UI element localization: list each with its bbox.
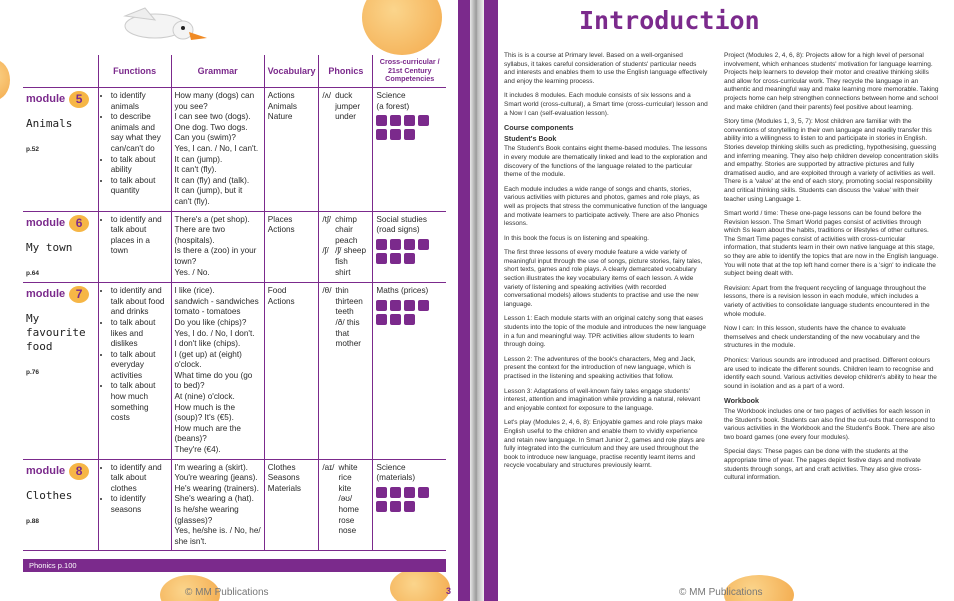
- gear-icon: [404, 314, 415, 325]
- module-number: 5: [69, 91, 89, 108]
- phonics-words: duck jumper under: [335, 91, 361, 122]
- cross-curricular-text: Science (materials): [376, 462, 416, 483]
- intro-paragraph: Each module includes a wide range of songs and chants, stories, various activities with pictures and photos, games and role plays, as well as projects that stress the communicative function of the language and motivate learners to participate actively. There are also Phonics lessons.: [504, 185, 708, 228]
- module-page: p.76: [26, 369, 40, 377]
- competency-icons: [376, 487, 436, 512]
- function-item: • to talk about quantity: [111, 176, 168, 197]
- phonics-sound: /θ/: [322, 286, 332, 296]
- purple-band-right: [484, 0, 498, 601]
- vocabulary-cell: Food Actions: [264, 283, 319, 460]
- bulb-icon: [404, 239, 415, 250]
- chat-icon: [390, 487, 401, 498]
- module-label: module: [26, 216, 66, 229]
- function-item: • to talk about ability: [111, 155, 168, 176]
- phonics-cell: [319, 88, 373, 212]
- people-icon: [376, 115, 387, 126]
- module-cell: [23, 211, 98, 283]
- module-page: p.88: [26, 517, 40, 525]
- module-row: [23, 283, 446, 460]
- cross-curricular-text: Maths (prices): [376, 286, 429, 296]
- grammar-cell: I'm wearing a (skirt). You're wearing (jeans). He's wearing (trainers). She's wearing a (hat). Is he/she wearing (glasses)? Yes, he/she is. / No, he/ she isn't.: [171, 459, 264, 551]
- phonics-words: white rice kite /əʊ/ home rose nose: [338, 462, 359, 536]
- module-cell: [23, 88, 98, 212]
- gear-icon: [404, 501, 415, 512]
- intro-paragraph: Lesson 1: Each module starts with an original catchy song that eases students into the topic of the module and introduces the new language in a fun and meaningful way. TPR activities allow students to learn through doing.: [504, 315, 707, 349]
- intro-paragraph: The first three lessons of every module feature a wide variety of meaningful input through the use of songs, picture stories, fairy tales, short texts, games and role plays. A clearly demarcated vocabulary section illustrates the key vocabulary items of each lesson. A wide variety of listening and speaking activities (with recorded conversational models) allows students to practise and use the new language.: [504, 249, 703, 308]
- chat-icon: [390, 300, 401, 311]
- copyright-left: © MM Publications: [185, 587, 269, 598]
- intro-paragraph: Revision: Apart from the frequent recycling of language throughout the lessons, there is a revision lesson in each module, which includes a variety of activities to consolidate language students encountered in the whole module.: [724, 284, 930, 318]
- intro-paragraph: Lesson 2: The adventures of the book's characters, Meg and Jack, present the context for the introduction of new language, which is practised in the listening and speaking activities that follow.: [504, 355, 696, 380]
- team-icon: [376, 129, 387, 140]
- intro-paragraph: In this book the focus is on listening and speaking.: [504, 234, 649, 242]
- header-cross-curricular: Cross-curricular / 21st Century Competencies: [373, 55, 446, 88]
- bulb-icon: [404, 487, 415, 498]
- workbook-heading: Workbook: [724, 396, 760, 406]
- intro-paragraph: The Student's Book contains eight theme-based modules. The lessons in every module are thematically linked and lead to the exploration and discovery of the functions of the language related to the particular theme of the module.: [504, 145, 708, 179]
- intro-paragraph: Story time (Modules 1, 3, 5, 7): Most children are familiar with the conventions of storytelling in their own language and readily transfer this ability into a willingness to listen to and participate in stories in English. Stories develop thinking skills such as predicting, hypothesising, guessing and inferring meaning. They also help children develop concentration skills and empathy. Stories are supported by attractive pictures and fully dramatised audio, and are exploited through a variety of activities as well. There is a 'value' at the end of each story, promoting social responsibility and critical thinking skills. Students can discuss the 'value' with their teacher using Language 1.: [724, 118, 939, 203]
- function-item: • to identify and talk about clothes: [111, 463, 168, 495]
- function-item: • to talk about how much something costs: [111, 381, 168, 423]
- vocabulary-cell: Clothes Seasons Materials: [264, 459, 319, 551]
- competency-icons: [376, 300, 436, 325]
- module-label: module: [26, 288, 66, 301]
- function-item: • to describe animals and say what they can/can't do: [111, 112, 168, 154]
- module-title: My town: [26, 240, 73, 254]
- module-number: 8: [69, 463, 89, 480]
- globe-icon: [390, 314, 401, 325]
- function-item: • to identify animals: [111, 91, 168, 112]
- header-functions: Functions: [98, 55, 171, 88]
- phonics-sound: /ʌ/: [322, 91, 332, 100]
- function-item: • to identify seasons: [111, 494, 168, 515]
- intro-paragraph: Special days: These pages can be done with the students at the appropriate time of year. The pages depict festive days and motivate students through songs, art and craft activities. They also give cross-cultural information.: [724, 448, 922, 482]
- functions-cell: [98, 459, 171, 551]
- phonics-cell: [319, 283, 373, 460]
- cross-curricular-text: Social studies (road signs): [376, 214, 427, 235]
- bulb-icon: [404, 115, 415, 126]
- right-page: [484, 0, 954, 601]
- team-icon: [376, 314, 387, 325]
- decorative-blob: [362, 0, 442, 55]
- function-item: • to identify and talk about food and drinks: [111, 286, 168, 318]
- phonics-words: thin thirteen teeth /ð/ this that mother: [335, 286, 363, 349]
- intro-paragraph: Smart world / time: These one-page lessons can be found before the Revision lesson. The Smart World pages consist of activities through which Ss learn about the habits, traditions or lifestyles of other cultures. The Smart Time pages consist of activities with cross-curricular information, that students learn in their own native language at this stage, so they are able to identify the topics that are now in the English language. You will note that at the top left hand corner there is a 'sign' to indicate the subject being dealt with.: [724, 210, 939, 278]
- competency-icons: [376, 115, 436, 140]
- grammar-cell: How many (dogs) can you see? I can see two (dogs). One dog. Two dogs. Can you (swim)? Yes, I can. / No, I can't. It can (jump). It can't (fly). It can (fly) and (talk). It can (jump), but it can't (fly).: [171, 88, 264, 212]
- module-title: Clothes: [26, 488, 73, 502]
- team-icon: [376, 501, 387, 512]
- people-icon: [376, 487, 387, 498]
- puzzle-icon: [418, 487, 429, 498]
- phonics-sound: /tʃ/ /ʃ/: [322, 214, 332, 256]
- module-number: 7: [69, 286, 89, 303]
- syllabus-table: [23, 55, 446, 551]
- function-item: • to identify and talk about places in a town: [111, 215, 168, 257]
- students-book-heading: Student's Book: [504, 133, 557, 143]
- cross-curricular-cell: [373, 459, 446, 551]
- intro-paragraph: Phonics: Various sounds are introduced and practised. Different colours are used to indicate the different sounds. Children learn to recognise and identify each sound. Various activities develop children's ability to hear the sound in isolation and as a part of a word.: [724, 357, 937, 390]
- vocabulary-cell: Actions Animals Nature: [264, 88, 319, 212]
- grammar-cell: I like (rice). sandwich - sandwiches tomato - tomatoes Do you like (chips)? Yes, I do. / No, I don't. I don't like (chips). I (get up) at (eight) o'clock. What time do you (go to bed)? At (nine) o'clock. How much is the (soup)? It's (€5). How much are the (beans)? They're (€4).: [171, 283, 264, 460]
- module-number: 6: [69, 215, 89, 232]
- page-number-left: 3: [446, 586, 452, 596]
- cross-curricular-text: Science (a forest): [376, 91, 410, 111]
- module-label: module: [26, 464, 66, 477]
- module-page: p.52: [26, 146, 40, 153]
- phonics-words: chimp chair peach /ʃ/ sheep fish shirt: [335, 214, 367, 277]
- module-row: [23, 459, 446, 551]
- function-item: • to talk about everyday activities: [111, 350, 168, 382]
- phonics-footer: Phonics p.100: [23, 559, 446, 572]
- page-number-right: 4: [502, 586, 508, 596]
- module-row: [23, 88, 446, 212]
- cross-curricular-cell: [373, 88, 446, 212]
- bulb-icon: [404, 300, 415, 311]
- intro-paragraph: Let's play (Modules 2, 4, 6, 8): Enjoyable games and role plays make English useful to the children and enable them to vividly experience and retain new language. In Smart Junior 2, games and role plays are fully integrated into the curriculum and they are used throughout the book to introduce new language, practise recently learnt items and recycle vocabulary and structures previously learnt.: [504, 419, 705, 470]
- decorative-blob: [390, 568, 450, 601]
- copyright-right: © MM Publications: [679, 587, 763, 598]
- course-components-heading: Course components: [504, 123, 574, 133]
- cross-curricular-cell: [373, 283, 446, 460]
- cross-curricular-cell: [373, 211, 446, 283]
- functions-cell: [98, 283, 171, 460]
- purple-band-left: [458, 0, 470, 601]
- module-row: [23, 211, 446, 283]
- globe-icon: [390, 129, 401, 140]
- decorative-blob: [0, 60, 10, 100]
- module-page: p.64: [26, 269, 40, 277]
- intro-paragraph: Project (Modules 2, 4, 6, 8): Projects allow for a high level of personal involvement, which enhances students' motivation for language learning. Projects help learners to develop their motor and creative thinking skills and allow for cross-curricular work. They recycle the language in an authentic and meaningful way and make learning more memorable. Taking projects home can help strengthen connections between home and school and make children (and their parents) feel positive about learning.: [724, 52, 939, 111]
- vocabulary-cell: Places Actions: [264, 211, 319, 283]
- puzzle-icon: [418, 300, 429, 311]
- intro-paragraph: The Workbook includes one or two pages of activities for each lesson in the Student's book. Students can also find the cut-outs that correspond to various activities in the Workbook and the Student's Book. There are also two board games (one every four modules).: [724, 407, 936, 441]
- gear-icon: [404, 129, 415, 140]
- page-title: Introduction: [579, 6, 760, 35]
- goose-illustration: [115, 2, 215, 48]
- left-page: [0, 0, 470, 601]
- grammar-cell: There's a (pet shop). There are two (hospitals). Is there a (zoo) in your town? Yes. / No.: [171, 211, 264, 283]
- people-icon: [376, 239, 387, 250]
- puzzle-icon: [418, 115, 429, 126]
- people-icon: [376, 300, 387, 311]
- intro-paragraph: This is is a course at Primary level. Based on a well-organised syllabus, it takes careful consideration of students' particular needs and interests and enables them to use the English language effectively and enjoy the learning process.: [504, 52, 708, 85]
- puzzle-icon: [418, 239, 429, 250]
- chat-icon: [390, 115, 401, 126]
- module-title: My favourite food: [26, 312, 86, 354]
- intro-paragraph: Lesson 3: Adaptations of well-known fairy tales engage students' interest, attention and imagination while providing a natural, relevant and enjoyable context for exposure to the language.: [504, 387, 701, 412]
- phonics-cell: [319, 211, 373, 283]
- functions-cell: [98, 211, 171, 283]
- header-grammar: Grammar: [171, 55, 264, 88]
- intro-column-1: [504, 52, 709, 477]
- gear-icon: [404, 253, 415, 264]
- intro-paragraph: It includes 8 modules. Each module consists of six lessons and a Smart world (cross-cultural), a Smart time (cross-curricular) lesson and a Now I can (self-evaluation lesson).: [504, 92, 708, 117]
- team-icon: [376, 253, 387, 264]
- phonics-cell: [319, 459, 373, 551]
- header-vocabulary: Vocabulary: [264, 55, 319, 88]
- intro-paragraph: Now I can: In this lesson, students have the chance to evaluate themselves and check understanding of the new vocabulary and the structures in the module.: [724, 325, 920, 350]
- globe-icon: [390, 253, 401, 264]
- header-phonics: Phonics: [319, 55, 373, 88]
- competency-icons: [376, 239, 436, 264]
- globe-icon: [390, 501, 401, 512]
- book-spine: [470, 0, 484, 601]
- module-cell: [23, 459, 98, 551]
- module-label: module: [26, 93, 66, 106]
- phonics-sound: /aɪ/: [322, 462, 335, 472]
- function-item: • to talk about likes and dislikes: [111, 318, 168, 350]
- module-cell: [23, 283, 98, 460]
- module-title: Animals: [26, 117, 73, 130]
- functions-cell: [98, 88, 171, 212]
- chat-icon: [390, 239, 401, 250]
- intro-column-2: [724, 52, 939, 489]
